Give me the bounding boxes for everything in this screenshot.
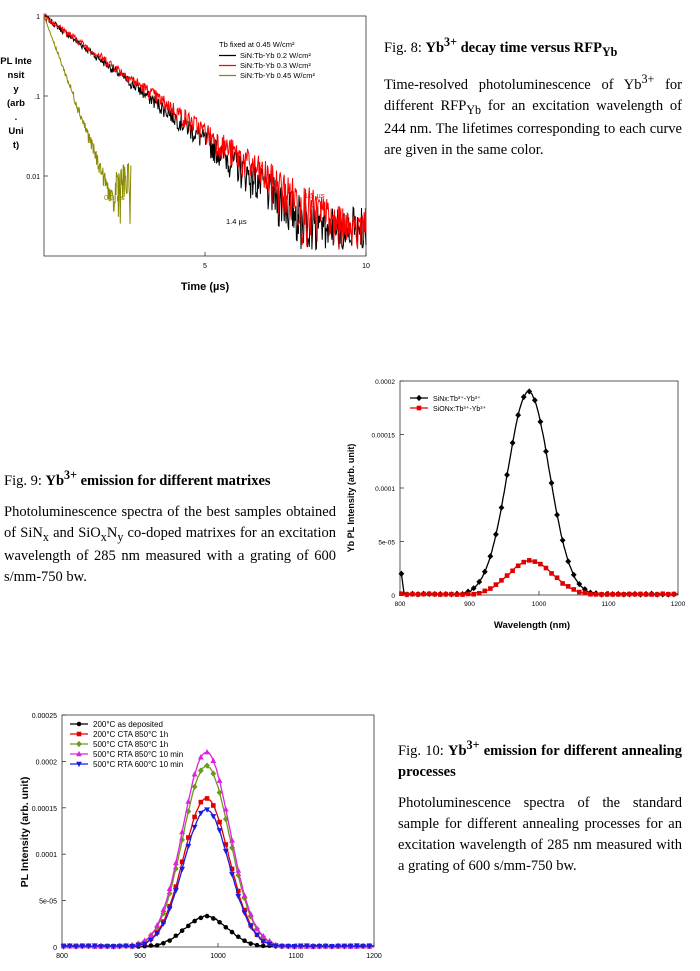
fig9-caption [4,467,336,588]
fig10-marker [155,943,160,948]
fig9-marker [438,592,443,597]
fig9-marker [666,592,671,597]
fig10-ytick-label: 0.00015 [31,805,57,813]
fig10-ytick-label: 0.0002 [35,759,57,767]
fig9-marker [560,537,566,543]
fig9-chart [342,370,692,638]
fig9-marker [549,571,554,576]
svg-text:y: y [13,84,19,95]
fig9-marker [566,584,571,589]
fig9-marker [571,587,576,592]
fig9-ytick-label: 5e-05 [378,539,395,547]
fig9-ylabel: Yb PL Intensity (arb. unit) [346,443,356,553]
fig10-marker [217,828,223,833]
fig10-caption [398,737,682,877]
fig10-marker [217,778,223,783]
fig9-marker [487,553,493,559]
fig9-marker [444,592,449,597]
fig9-marker [510,440,516,446]
fig9-xtick-label: 900 [464,601,475,608]
fig9-xtick-label: 800 [394,601,406,608]
fig9-marker [571,572,577,578]
fig9-marker [565,558,571,564]
fig9-marker [466,592,471,597]
fig9-marker [555,575,560,580]
fig9-marker [499,505,505,511]
fig9-marker [621,592,626,597]
fig10-marker [180,928,185,933]
fig10-marker [174,933,179,938]
fig10-marker [242,938,247,943]
fig10-xtick-label: 1200 [366,953,382,960]
fig8-xtick-label: 10 [362,263,370,270]
fig9-marker [537,419,543,425]
fig9-marker [499,578,504,583]
fig9-marker [482,569,488,575]
fig9-marker [627,592,632,597]
fig9-marker [527,558,532,563]
fig10-chart [0,700,385,971]
fig8-ytick-label: 0.01 [26,174,40,181]
fig9-caption-title: Fig. 9: $Yb^{3+}$ emission for different matrixes [4,468,271,489]
fig9-marker [427,592,432,597]
fig10-caption-body: Photoluminescence spectra of the standard sample for different annealing processes for an excitation wavelength of 285 nm measured with a grating of 600 s/mm-750 bw. [398,794,682,874]
fig9-marker [460,592,465,597]
fig9-marker [488,586,493,591]
fig9-legend-label: SiNx:Tb³⁺-Yb³⁺ [433,396,481,403]
fig8-legend-label: SiN:Tb-Yb 0.3 W/cm² [240,61,311,70]
fig10-ytick-label: 0.0001 [35,852,57,860]
fig9-marker [649,592,654,597]
fig9-marker [616,592,621,597]
fig10-marker [192,815,197,820]
fig9-marker [410,592,415,597]
fig9-marker [533,559,538,564]
fig10-marker [77,732,82,737]
fig9-marker [421,592,426,597]
fig8-legend-label: SiN:Tb-Yb 0.2 W/cm² [240,51,311,60]
svg-text:PL Inte: PL Inte [0,56,32,67]
fig9-marker [494,582,499,587]
fig10-marker [186,924,191,929]
fig8-legend-title: Tb fixed at 0.45 W/cm² [219,40,295,49]
fig10-legend-label: 200°C as deposited [93,720,163,729]
fig9-marker [538,562,543,567]
fig8-xlabel: Time (µs) [180,281,230,293]
fig9-marker [482,589,487,594]
fig9-ytick-label: 0.00015 [371,432,395,440]
fig9-marker [405,592,410,597]
fig9-marker [516,564,521,569]
fig9-marker [594,592,599,597]
fig10-marker [217,820,222,825]
fig10-marker [199,916,204,921]
svg-text:(arb: (arb [7,98,25,109]
fig10-marker [210,758,216,763]
fig9-marker [588,592,593,597]
fig10-marker [205,796,210,801]
fig10-ylabel: PL Intensity (arb. unit) [19,776,31,888]
fig9-marker [672,592,677,597]
fig9-marker [610,592,615,597]
fig8-ytick-label: 1 [36,14,40,21]
fig10-marker [167,938,172,943]
fig9-marker [554,512,560,518]
fig9-marker [655,592,660,597]
fig9-marker [599,592,604,597]
fig8-series-1 [44,13,366,249]
fig9-marker [417,406,422,411]
fig8-legend-label: SiN:Tb-Yb 0.45 W/cm² [240,71,316,80]
fig9-marker [644,592,649,597]
fig9-marker [633,592,638,597]
fig8-caption-body: Time-resolved photoluminescence of $Yb^{3+}$ for different $RFP_{Yb}$ for an excitation wavelength of 244 nm. The lifetimes corresponding to each curve are given in the same color. [384,72,683,159]
svg-text:Uni: Uni [8,126,24,137]
fig9-marker [471,592,476,597]
fig10-legend-label: 200°C CTA 850°C 1h [93,730,169,739]
fig9-marker [638,592,643,597]
fig8-annotation-03: 0.3 µs [104,193,125,202]
fig10-marker [149,943,154,948]
fig10-marker [224,925,229,930]
fig9-marker [515,412,521,418]
fig10-marker [192,825,198,830]
fig10-marker [76,741,82,747]
fig10-marker [217,920,222,925]
fig9-xtick-label: 1100 [601,601,616,608]
fig8-xtick-label: 5 [203,263,207,270]
fig9-marker [455,592,460,597]
fig10-marker [204,749,210,754]
fig10-marker [77,722,82,727]
fig9-marker [549,480,555,486]
fig9-marker [477,591,482,596]
fig9-marker [532,397,538,403]
fig10-ytick-label: 0.00025 [31,713,57,720]
fig9-ytick-label: 0.0001 [375,486,395,493]
fig9-marker [504,472,510,478]
fig9-marker [399,591,404,596]
fig10-marker [192,771,198,776]
fig9-marker [510,568,515,573]
fig10-marker [236,934,241,939]
fig10-marker [248,941,253,946]
fig9-marker [577,590,582,595]
fig10-legend-label: 500°C RTA 600°C 10 min [93,760,184,769]
fig9-marker [493,531,499,537]
fig9-marker [416,592,421,597]
fig10-xtick-label: 1100 [288,953,304,960]
fig9-marker [544,566,549,571]
fig10-xtick-label: 800 [56,953,68,960]
fig8-annotation-15: 1.5 µs [304,191,325,200]
svg-text:.: . [14,112,18,123]
fig10-marker [230,930,235,935]
fig9-marker [660,591,665,596]
fig9-ytick-label: 0.0002 [375,379,395,386]
svg-text:nsit: nsit [7,70,25,81]
fig10-marker [205,914,210,919]
fig10-marker [211,803,216,808]
fig10-marker [210,771,216,777]
fig9-marker [560,581,565,586]
fig10-caption-title: Fig. 10: $Yb^{3+}$ emission for different annealing processes [398,738,682,780]
fig9-ytick-label: 0 [391,593,395,600]
fig10-ytick-label: 0 [53,945,57,952]
fig10-ytick-label: 5e-05 [39,898,57,906]
fig9-caption-body: Photoluminescence spectra of the best samples obtained of SiN$_x$ and $SiO_xN_y$ co-doped matrixes for an excitation wavelength of 285 nm measured with a grating of 600 s/mm-750 bw. [4,503,336,586]
fig8-ylabel [0,56,32,151]
fig10-legend-label: 500°C RTA 850°C 10 min [93,750,184,759]
fig9-marker [521,560,526,565]
fig9-xtick-label: 1000 [531,601,547,608]
fig8-ytick-label: .1 [34,94,40,101]
fig8-annotation-14: 1.4 µs [226,217,247,226]
fig9-marker [449,592,454,597]
fig9-marker [505,573,510,578]
fig8-caption [384,34,682,161]
fig9-xtick-label: 1200 [670,601,686,608]
fig10-marker [161,941,166,946]
fig9-marker [583,590,588,595]
fig10-marker [199,800,204,805]
fig10-xtick-label: 1000 [210,953,226,960]
fig9-marker [543,448,549,454]
fig10-marker [198,811,204,816]
fig8-chart [0,0,380,300]
fig9-marker [416,395,422,401]
fig10-marker [192,919,197,924]
fig10-xtick-label: 900 [134,953,146,960]
fig9-marker [432,592,437,597]
fig9-marker [605,592,610,597]
fig10-marker [211,916,216,921]
fig10-legend-label: 500°C CTA 850°C 1h [93,740,169,749]
fig10-marker [255,943,260,948]
fig9-marker [398,571,404,577]
fig9-xlabel: Wavelength (nm) [493,620,571,631]
fig8-caption-title: Fig. 8: $Yb^{3+}$ decay time versus $RFP_{Yb}$ [384,35,618,59]
fig9-legend-label: SiONx:Tb³⁺-Yb³⁺ [433,406,487,413]
svg-text:t): t) [12,140,20,151]
